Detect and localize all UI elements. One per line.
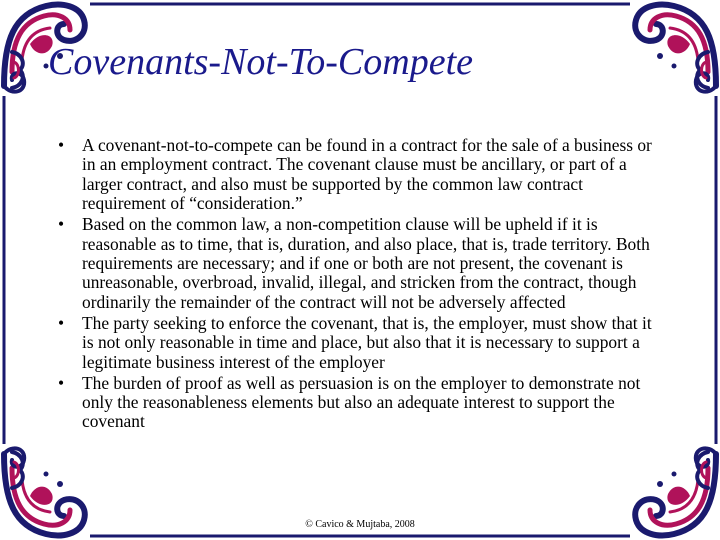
- bullet-text: Based on the common law, a non-competition clause will be upheld if it is reasonable as to time, that is, duration, and also place, that is, trade territory. Both requirements are necessary; and if one or both are not present, the covenant is unreasonable, overbroad, invalid, illegal, and stricken from the contract, though ordinarily the remainder of the contract will not be adversely affected: [82, 214, 650, 312]
- copyright-footer: © Cavico & Mujtaba, 2008: [305, 519, 415, 530]
- bullet-marker: •: [58, 214, 65, 235]
- bullet-item: [58, 136, 658, 214]
- bullet-text: The party seeking to enforce the covenant, that is, the employer, must show that it is not only reasonable in time and place, but also that it is necessary to support a legitimate business interest of the employer: [82, 312, 652, 372]
- bullet-text: A covenant-not-to-compete can be found in a contract for the sale of a business or in an employment contract. The covenant clause must be ancillary, or part of a larger contract, and also must be supported by the common law contract requirement of “consideration.”: [82, 135, 652, 214]
- bullet-item: [58, 374, 658, 432]
- bullet-marker: •: [58, 135, 65, 155]
- slide-title: Covenants-Not-To-Compete: [48, 41, 474, 83]
- bullet-item: [58, 215, 658, 312]
- bullet-list: [58, 136, 658, 433]
- bullet-marker: •: [58, 312, 65, 333]
- bullet-text: The burden of proof as well as persuasion is on the employer to demonstrate not only the reasonableness elements but also an adequate interest to support the covenant: [82, 372, 641, 432]
- bullet-marker: •: [58, 372, 65, 393]
- bullet-item: [58, 314, 658, 372]
